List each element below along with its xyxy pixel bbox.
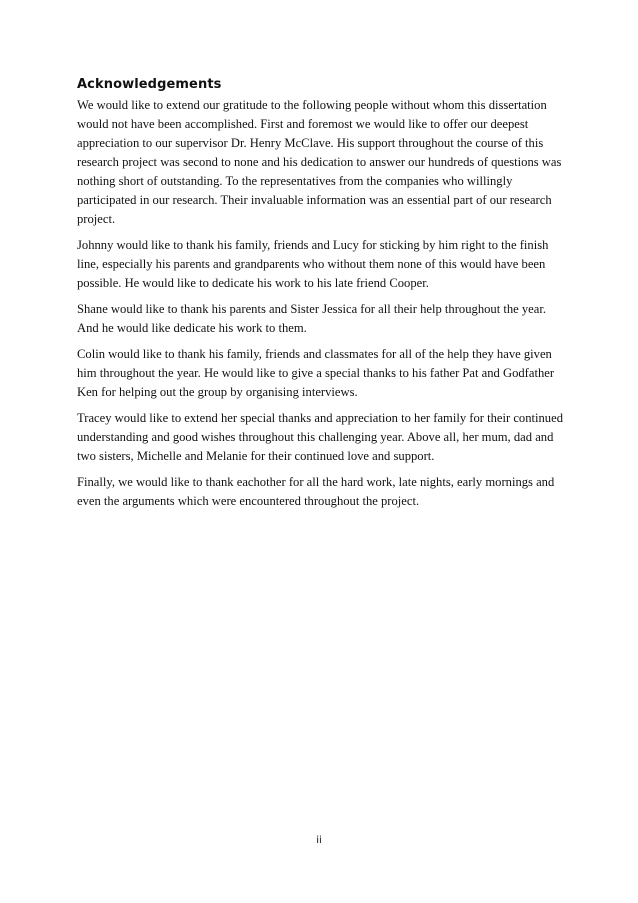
page-title: Acknowledgements (77, 77, 222, 92)
page-number: ii (316, 835, 322, 846)
paragraph-intro: We would like to extend our gratitude to the following people without whom this dissertation would not have been accomplished. First and foremost we would like to offer our deepest appreciation to our supervisor Dr. Henry McClave. His support throughout the course of this research project was second to none and his dedication to answer our hundreds of questions was nothing short of outstanding. To the representatives from the companies who willingly participated in our research. Their invaluable information was an essential part of our research project. (77, 98, 562, 226)
paragraph-johnny: Johnny would like to thank his family, friends and Lucy for sticking by him right to the finish line, especially his parents and grandparents who without them none of this would have been possible. He would like to dedicate his work to his late friend Cooper. (77, 238, 549, 290)
paragraph-colin: Colin would like to thank his family, friends and classmates for all of the help they have given him throughout the year. He would like to give a special thanks to his father Pat and Godfather Ken for helping out the group by organising interviews. (77, 347, 555, 399)
paragraph-closing: Finally, we would like to thank eachother for all the hard work, late nights, early mornings and even the arguments which were encountered throughout the project. (77, 475, 555, 508)
paragraph-shane: Shane would like to thank his parents and Sister Jessica for all their help throughout the year. And he would like dedicate his work to them. (77, 302, 547, 335)
page-content (77, 76, 567, 518)
paragraph-tracey: Tracey would like to extend her special thanks and appreciation to her family for their continued understanding and good wishes throughout this challenging year. Above all, her mum, dad and two sisters, Michelle and Melanie for their continued love and support. (77, 411, 563, 463)
